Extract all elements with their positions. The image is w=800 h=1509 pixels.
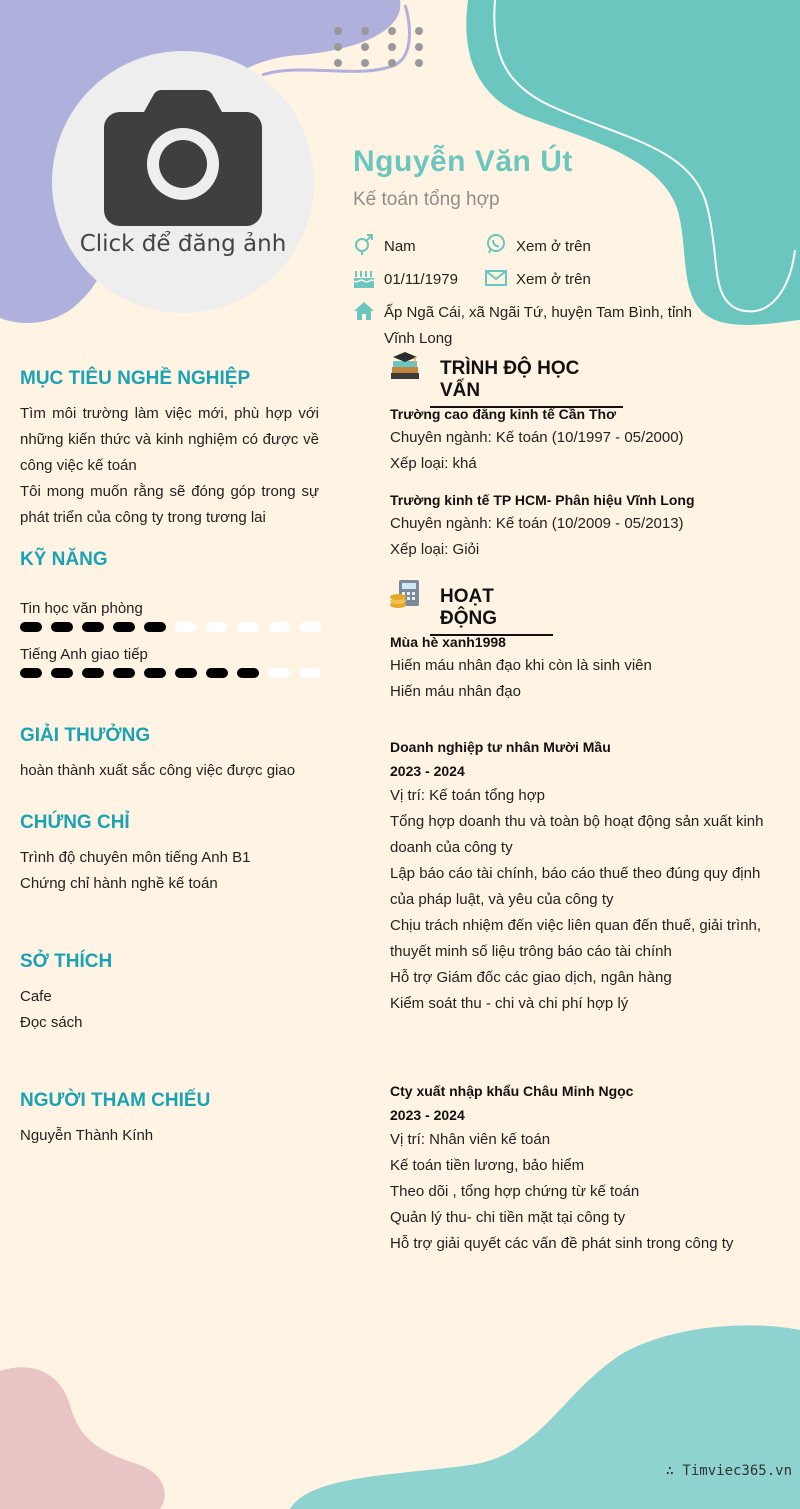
award-item: hoàn thành xuất sắc công việc được giao — [20, 762, 296, 779]
skill-rating — [20, 668, 320, 680]
dot-grid-decoration — [330, 25, 430, 70]
skills-heading: KỸ NĂNG — [20, 549, 108, 570]
awards-heading: GIẢI THƯỞNG — [20, 725, 151, 746]
activities-heading: HOẠT ĐỘNG — [430, 586, 553, 636]
hobby-item: Đọc sách — [20, 1014, 83, 1031]
phone-value: Xem ở trên — [516, 238, 591, 255]
activity-title: Mùa hè xanh1998 — [390, 634, 506, 650]
skill-dot-filled — [82, 622, 104, 632]
camera-icon — [104, 90, 262, 226]
skill-dot-filled — [144, 668, 166, 678]
experience-details — [390, 1127, 733, 1257]
education-details — [390, 425, 684, 477]
experience-line: Hỗ trợ giải quyết các vấn đề phát sinh trong công ty — [390, 1235, 734, 1252]
home-address-icon — [353, 300, 375, 322]
certificates-heading: CHỨNG CHỈ — [20, 812, 130, 833]
objective-heading: MỤC TIÊU NGHỀ NGHIỆP — [20, 368, 251, 389]
objective-line: công việc kế toán — [20, 457, 137, 474]
education-rank: Xếp loại: Giỏi — [390, 541, 480, 558]
skill-dot-filled — [206, 668, 228, 678]
experience-line: Chịu trách nhiệm đến việc liên quan đến thuế, giải trình, — [390, 917, 762, 934]
skill-dot-filled — [175, 668, 197, 678]
activity-line: Hiến máu nhân đạo — [390, 683, 521, 700]
experience-company: Cty xuất nhập khẩu Châu Minh Ngọc — [390, 1083, 634, 1099]
skill-dot-filled — [113, 622, 135, 632]
skill-dot-filled — [51, 622, 73, 632]
skill-rating — [20, 622, 320, 634]
experience-line: Vị trí: Kế toán tổng hợp — [390, 787, 545, 804]
reference-item: Nguyễn Thành Kính — [20, 1127, 154, 1144]
hobby-item: Cafe — [20, 988, 52, 1005]
education-heading: TRÌNH ĐỘ HỌC VẤN — [430, 358, 623, 408]
experience-company: Doanh nghiệp tư nhân Mười Mầu — [390, 739, 611, 755]
skill-dot-empty — [268, 622, 290, 632]
objective-line: Tìm môi trường làm việc mới, phù hợp với — [20, 405, 319, 422]
address-line-2: Vĩnh Long — [384, 330, 453, 347]
experience-line: Tổng hợp doanh thu và toàn bộ hoạt động sản xuất kinh — [390, 813, 764, 830]
experience-line: Hỗ trợ Giám đốc các giao dịch, ngân hàng — [390, 969, 672, 986]
address-line-1: Ấp Ngã Cái, xã Ngãi Tứ, huyện Tam Bình, tỉnh — [384, 304, 692, 321]
skill-dot-empty — [268, 668, 290, 678]
skill-dot-filled — [20, 622, 42, 632]
gender-icon — [353, 233, 375, 255]
experience-line: Quản lý thu- chi tiền mặt tại công ty — [390, 1209, 626, 1226]
skill-dot-filled — [144, 622, 166, 632]
candidate-name: Nguyễn Văn Út — [353, 145, 573, 178]
skill-dot-filled — [113, 668, 135, 678]
education-major: Chuyên ngành: Kế toán (10/2009 - 05/2013) — [390, 515, 684, 532]
skill-dot-filled — [237, 668, 259, 678]
experience-line: Kiểm soát thu - chi và chi phí hợp lý — [390, 995, 629, 1012]
email-envelope-icon — [485, 267, 507, 289]
skill-name: Tin học văn phòng — [20, 600, 143, 617]
education-rank: Xếp loại: khá — [390, 455, 477, 472]
activity-line: Hiến máu nhân đạo khi còn là sinh viên — [390, 657, 652, 674]
birthday-value: 01/11/1979 — [384, 271, 458, 288]
skill-dot-filled — [82, 668, 104, 678]
gender-value: Nam — [384, 238, 416, 255]
candidate-job-title: Kế toán tổng hợp — [353, 189, 500, 210]
skill-dot-empty — [175, 622, 197, 632]
education-major: Chuyên ngành: Kế toán (10/1997 - 05/2000) — [390, 429, 684, 446]
skill-dot-empty — [299, 668, 321, 678]
skill-dot-empty — [237, 622, 259, 632]
pink-blob-bottom-left — [0, 1365, 170, 1509]
skill-dot-empty — [299, 622, 321, 632]
teal-blob-bottom-right — [280, 1325, 800, 1509]
education-school: Trường cao đẳng kinh tế Cần Thơ — [390, 406, 617, 422]
hobbies-heading: SỞ THÍCH — [20, 951, 113, 972]
skill-dot-filled — [51, 668, 73, 678]
certificate-item: Trình độ chuyên môn tiếng Anh B1 — [20, 849, 251, 866]
activity-details — [390, 653, 652, 705]
experience-line: Theo dõi , tổng hợp chứng từ kế toán — [390, 1183, 640, 1200]
certificate-item: Chứng chỉ hành nghề kế toán — [20, 875, 218, 892]
skill-dot-filled — [20, 668, 42, 678]
references-heading: NGƯỜI THAM CHIẾU — [20, 1090, 211, 1111]
graduation-books-icon — [389, 351, 421, 381]
birthday-cake-icon — [353, 267, 375, 289]
skill-dot-empty — [206, 622, 228, 632]
experience-line: Lập báo cáo tài chính, báo cáo thuế theo đúng quy định — [390, 865, 761, 882]
brand-watermark: ∴ Timviec365.vn — [665, 1463, 792, 1479]
education-school: Trường kinh tế TP HCM- Phân hiệu Vĩnh Long — [390, 492, 695, 508]
objective-line: những kiến thức và kinh nghiệm có được về — [20, 431, 319, 448]
whatsapp-phone-icon — [485, 233, 507, 255]
objective-line: phát triển của công ty trong tương lai — [20, 509, 266, 526]
experience-period: 2023 - 2024 — [390, 763, 465, 779]
experience-line: Kế toán tiền lương, bảo hiểm — [390, 1157, 585, 1174]
experience-details — [390, 783, 763, 1017]
objective-line: Tôi mong muốn rằng sẽ đóng góp trong sự — [20, 483, 319, 500]
profile-photo-upload[interactable] — [52, 51, 314, 313]
education-details — [390, 511, 684, 563]
objective-text — [20, 401, 319, 531]
experience-line: thuyết minh số liệu trông báo cáo tài chính — [390, 943, 672, 960]
email-value: Xem ở trên — [516, 271, 591, 288]
experience-line: của pháp luật, và yêu của công ty — [390, 891, 614, 908]
hobby-list — [20, 984, 83, 1036]
experience-line: Vị trí: Nhân viên kế toán — [390, 1131, 551, 1148]
experience-line: doanh của công ty — [390, 839, 513, 856]
calculator-coins-icon — [389, 578, 421, 610]
certificate-list — [20, 845, 250, 897]
photo-upload-caption: Click để đăng ảnh — [79, 231, 287, 257]
skill-name: Tiếng Anh giao tiếp — [20, 646, 148, 663]
experience-period: 2023 - 2024 — [390, 1107, 465, 1123]
